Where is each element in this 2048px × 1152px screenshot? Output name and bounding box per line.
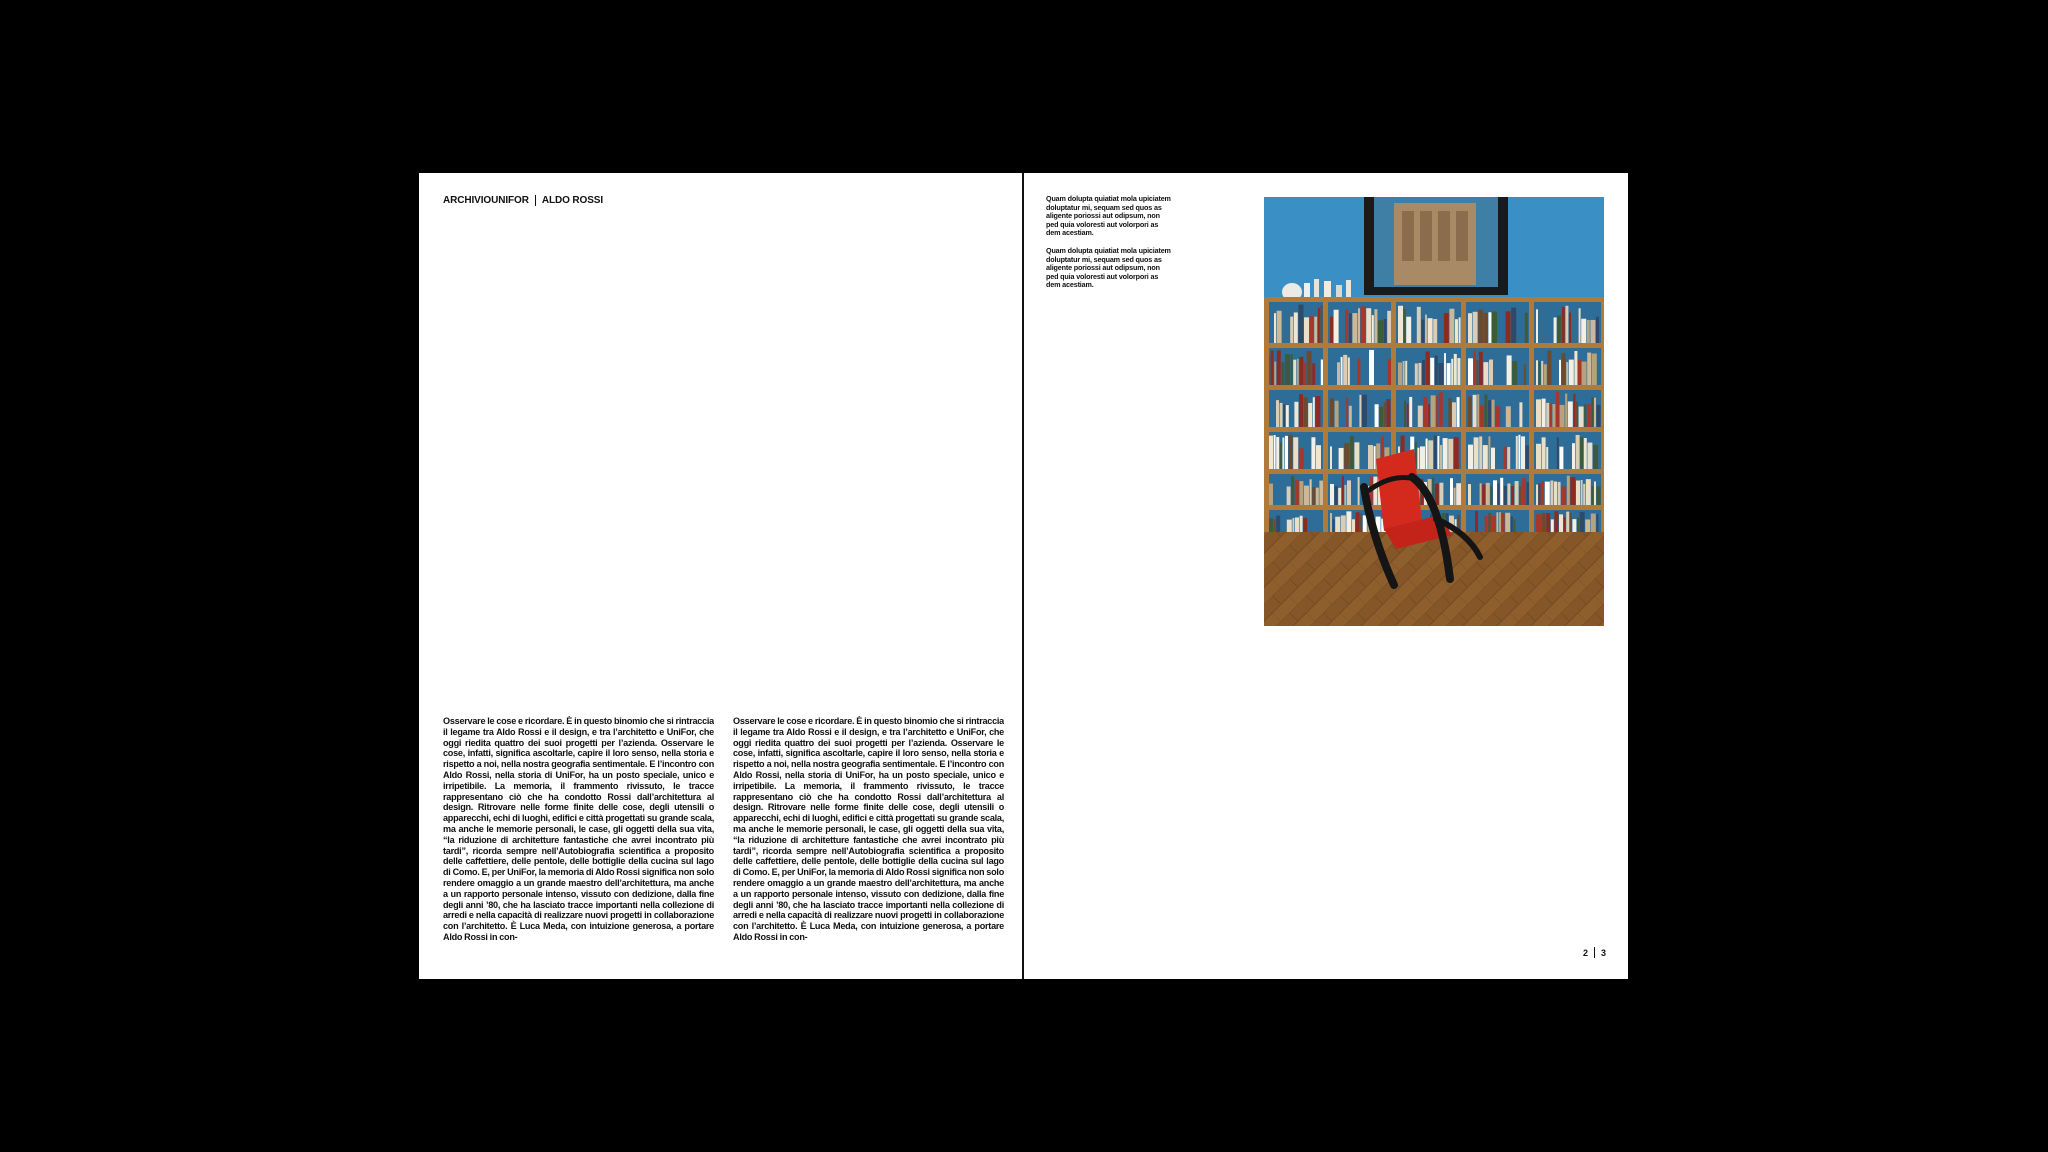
page-number-right: 3 [1600, 947, 1606, 958]
page-number-left: 2 [1582, 947, 1588, 958]
running-head [443, 195, 603, 206]
photo-caption-1: Quam dolupta quiatiat mola upiciatem doluptatur mi, sequam sed quos as aligente poriossi aut odipsum, non ped quia voloresti aut volorpori as dem acestiam. [1046, 194, 1171, 238]
photo-caption-2: Quam dolupta quiatiat mola upiciatem doluptatur mi, sequam sed quos as aligente poriossi aut odipsum, non ped quia voloresti aut volorpori as dem acestiam. [1046, 246, 1171, 290]
body-text-column-1: Osservare le cose e ricordare. È in questo binomio che si rintraccia il legame tra Aldo Rossi e il design, e tra l’architetto e UniFor, che oggi riedita quattro dei suoi progetti per l’azienda. Osservare le cose, infatti, significa ascoltarle, capire il loro senso, nella storia e rispetto a noi, nella nostra geografia sentimentale. E l’incontro con Aldo Rossi, nella storia di UniFor, ha un posto speciale, unico e irripetibile. La memoria, il frammento rivissuto, le tracce rappresentano ciò che ha condotto Rossi dall’architettura al design. Ritrovare nelle forme finite delle cose, degli utensili o apparecchi, echi di luoghi, edifici e città progettati su grande scala, ma anche le memorie personali, le case, gli oggetti della sua vita, “la riduzione di architetture fantastiche che avrei incontrato più tardi”, ricorda sempre nell’Autobiografia scientifica a proposito delle caffettiere, delle pentole, delle bottiglie della cucina sul lago di Como. E, per UniFor, la memoria di Aldo Rossi significa non solo rendere omaggio a un grande maestro dell’architettura, ma anche a un rapporto personale intenso, vissuto con dedizione, dalla fine degli anni ’80, che ha lasciato tracce importanti nella collezione di arredi e nella capacità di realizzare nuovi progetti in collaborazione con l’architetto. È Luca Meda, con intuizione generosa, a portare Aldo Rossi in con- [443, 716, 714, 942]
magazine-spread [419, 173, 1628, 979]
running-head-divider [535, 195, 536, 206]
library-chair-photo [1264, 197, 1604, 626]
body-text-column-2: Osservare le cose e ricordare. È in questo binomio che si rintraccia il legame tra Aldo Rossi e il design, e tra l’architetto e UniFor, che oggi riedita quattro dei suoi progetti per l’azienda. Osservare le cose, infatti, significa ascoltarle, capire il loro senso, nella storia e rispetto a noi, nella nostra geografia sentimentale. E l’incontro con Aldo Rossi, nella storia di UniFor, ha un posto speciale, unico e irripetibile. La memoria, il frammento rivissuto, le tracce rappresentano ciò che ha condotto Rossi dall’architettura al design. Ritrovare nelle forme finite delle cose, degli utensili o apparecchi, echi di luoghi, edifici e città progettati su grande scala, ma anche le memorie personali, le case, gli oggetti della sua vita, “la riduzione di architetture fantastiche che avrei incontrato più tardi”, ricorda sempre nell’Autobiografia scientifica a proposito delle caffettiere, delle pentole, delle bottiglie della cucina sul lago di Como. E, per UniFor, la memoria di Aldo Rossi significa non solo rendere omaggio a un grande maestro dell’architettura, ma anche a un rapporto personale intenso, vissuto con dedizione, dalla fine degli anni ’80, che ha lasciato tracce importanti nella collezione di arredi e nella capacità di realizzare nuovi progetti in collaborazione con l’architetto. È Luca Meda, con intuizione generosa, a portare Aldo Rossi in con- [733, 716, 1004, 942]
page-numbers [1583, 947, 1606, 958]
running-head-subject: ALDO ROSSI [541, 195, 604, 206]
right-page [1024, 173, 1628, 979]
left-page [419, 173, 1022, 979]
folio-divider [1594, 947, 1595, 958]
running-head-brand: ARCHIVIOUNIFOR [443, 195, 529, 206]
